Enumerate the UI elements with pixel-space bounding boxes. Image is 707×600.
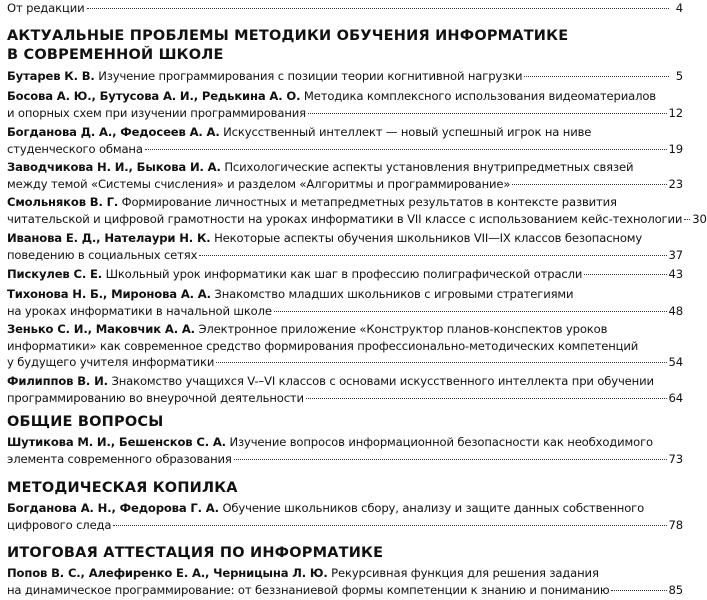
entry-title: Психологические аспекты установления внутрипредметных связей <box>224 160 634 174</box>
toc-entry[interactable] <box>7 373 683 406</box>
page-number: 23 <box>668 176 683 191</box>
page-number: 37 <box>668 247 683 262</box>
page-number: 54 <box>668 355 683 369</box>
entry-title: Методика комплексного использования видеоматериалов <box>303 89 656 103</box>
entry-title: Изучение программирования с позиции теории когнитивной нагрузки <box>98 69 523 83</box>
entry-title: Формирование личностных и метапредметных результатов в контексте развития <box>121 195 617 209</box>
entry-title-cont: информатики» как современное средство формирования профессионально-методических компетенций <box>7 338 639 353</box>
toc-entry[interactable] <box>7 159 683 192</box>
entry-title-cont: цифрового следа <box>7 517 112 532</box>
dot-leader <box>216 362 666 363</box>
section-heading: АКТУАЛЬНЫЕ ПРОБЛЕМЫ МЕТОДИКИ ОБУЧЕНИЯ ИНФОРМАТИКЕ В СОВРЕМЕННОЙ ШКОЛЕ <box>7 28 569 63</box>
dot-leader <box>145 149 667 150</box>
entry-authors: Шутикова М. И., Бешенсков С. А. <box>7 435 226 449</box>
entry-authors: Филиппов В. И. <box>7 374 108 388</box>
page-number: 73 <box>668 451 683 466</box>
entry-title-cont: у будущего учителя информатики <box>7 355 215 369</box>
entry-title-cont: читательской и цифровой грамотности на уроках информатики в VII классе с использованием кейс-технологии <box>7 211 683 226</box>
entry-authors: Бутарев К. В. <box>7 69 95 83</box>
page-number: 12 <box>668 105 683 120</box>
section-heading: МЕТОДИЧЕСКАЯ КОПИЛКА <box>7 480 238 496</box>
entry-title: Знакомство младших школьников с игровыми стратегиями <box>214 287 574 301</box>
entry-title-cont: программированию во внеурочной деятельности <box>7 390 304 405</box>
entry-authors: Попов В. С., Алефиренко Е. А., Черницына Л. Ю. <box>7 566 328 580</box>
dot-leader <box>524 76 669 77</box>
page-number: 48 <box>668 303 683 318</box>
page-number: 85 <box>668 582 683 597</box>
entry-title: Знакомство учащихся V-–VI классов с основами искусственного интеллекта при обучении <box>111 374 654 388</box>
toc-entry[interactable] <box>7 68 683 85</box>
section-heading: ОБЩИЕ ВОПРОСЫ <box>7 414 164 430</box>
toc-entry[interactable] <box>7 124 683 157</box>
entry-title-cont: на динамическое программирование: от беззнаниевой формы компетенции к знанию и пониманию <box>7 582 610 597</box>
toc-entry[interactable] <box>7 286 683 319</box>
entry-title-cont: и опорных схем при изучении программирования <box>7 105 306 120</box>
page-number: 43 <box>668 267 683 281</box>
toc-entry[interactable] <box>7 230 683 263</box>
page-number: 4 <box>675 1 683 15</box>
entry-authors: Пискулев С. Е. <box>7 267 103 281</box>
dot-leader <box>87 8 670 9</box>
entry-title: Искусственный интеллект — новый успешный игрок на ниве <box>223 125 592 139</box>
entry-authors: Богданова Д. А., Федосеев А. А. <box>7 125 220 139</box>
toc-entry[interactable] <box>7 321 683 371</box>
entry-authors: Иванова Е. Д., Нателаури Н. К. <box>7 231 211 245</box>
toc-entry[interactable] <box>7 266 683 283</box>
entry-title: Некоторые аспекты обучения школьников VII—IX классов безопасному <box>214 231 643 245</box>
entry-authors: Смольняков В. Г. <box>7 195 119 209</box>
toc-entry[interactable] <box>7 194 707 227</box>
entry-title: Изучение вопросов информационной безопасности как необходимого <box>229 435 653 449</box>
dot-leader <box>234 459 667 460</box>
dot-leader <box>306 398 667 399</box>
entry-title-cont: на уроках информатики в начальной школе <box>7 303 272 318</box>
entry-title-cont: между темой «Системы счисления» и разделом «Алгоритмы и программирование» <box>7 176 511 191</box>
entry-title: Обучение школьников сбору, анализу и защите данных собственного <box>222 501 645 515</box>
entry-authors: Босова А. Ю., Бутусова А. И., Редькина А. О. <box>7 89 301 103</box>
page-number: 78 <box>668 517 683 532</box>
entry-title: От редакции <box>7 1 85 15</box>
dot-leader <box>584 274 666 275</box>
page-number: 64 <box>668 390 683 405</box>
dot-leader <box>611 590 666 591</box>
entry-authors: Тихонова Н. Б., Миронова А. А. <box>7 287 211 301</box>
entry-authors: Богданова А. Н., Федорова Г. А. <box>7 501 219 515</box>
entry-authors: Зенько С. И., Маковчик А. А. <box>7 322 195 336</box>
dot-leader <box>199 255 666 256</box>
toc-entry[interactable] <box>7 565 683 598</box>
entry-authors: Заводчикова Н. И., Быкова И. А. <box>7 160 221 174</box>
entry-title: Школьный урок информатики как шаг в профессию полиграфической отрасли <box>105 267 583 281</box>
page-number: 5 <box>675 69 683 83</box>
entry-title: Рекурсивная функция для решения задания <box>331 566 599 580</box>
toc-entry[interactable] <box>7 500 683 533</box>
dot-leader <box>274 311 667 312</box>
entry-title-cont: поведению в социальных сетях <box>7 247 198 262</box>
dot-leader <box>684 219 690 220</box>
dot-leader <box>512 184 666 185</box>
entry-title: Электронное приложение «Конструктор планов-конспектов уроков <box>198 322 608 336</box>
entry-title-cont: элемента современного образования <box>7 451 232 466</box>
section-heading: ИТОГОВАЯ АТТЕСТАЦИЯ ПО ИНФОРМАТИКЕ <box>7 545 384 561</box>
toc-entry[interactable] <box>7 88 683 121</box>
toc-entry-editorial[interactable] <box>7 0 683 17</box>
page-number: 19 <box>668 141 683 156</box>
dot-leader <box>113 525 666 526</box>
dot-leader <box>308 113 667 114</box>
page-number: 30 <box>692 211 707 226</box>
toc-entry[interactable] <box>7 434 683 467</box>
entry-title-cont: студенческого обмана <box>7 141 143 156</box>
